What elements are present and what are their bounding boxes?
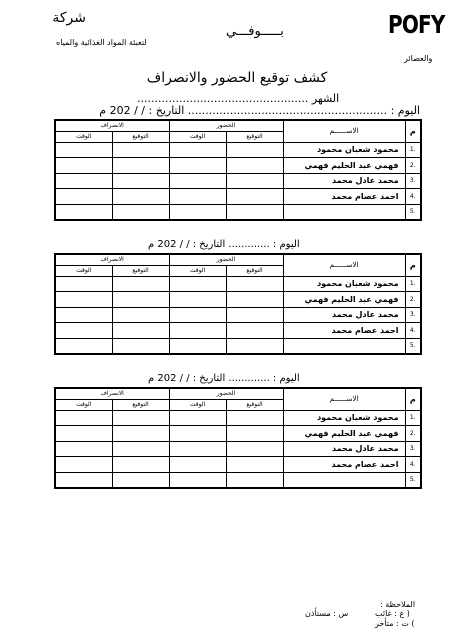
number-header: م xyxy=(405,254,421,276)
table-row xyxy=(55,441,421,457)
row-number: 5. xyxy=(405,472,421,488)
attendance-time-cell[interactable] xyxy=(169,410,226,426)
departure-time-cell[interactable] xyxy=(55,173,112,189)
attendance-time-cell[interactable] xyxy=(169,142,226,158)
month-line: الشهر ................................................. xyxy=(137,92,340,105)
attendance-signature-cell[interactable] xyxy=(226,338,283,354)
row-number: 5. xyxy=(405,204,421,220)
employee-name: احمد عصام محمد xyxy=(283,189,405,205)
attendance-time-cell[interactable] xyxy=(169,292,226,308)
table-row xyxy=(55,307,421,323)
attendance-time-cell[interactable] xyxy=(169,204,226,220)
name-header: الاســــــم xyxy=(283,388,405,410)
company-logo: POFY xyxy=(388,10,445,39)
row-number: 1. xyxy=(405,410,421,426)
row-number: 2. xyxy=(405,426,421,442)
table-row xyxy=(55,457,421,473)
departure-signature-cell[interactable] xyxy=(112,204,169,220)
departure-time-cell[interactable] xyxy=(55,426,112,442)
employee-name: فهمي عبد الحليم فهمي xyxy=(283,292,405,308)
signature-header: التوقيع xyxy=(226,265,283,276)
table-row xyxy=(55,338,421,354)
table-row xyxy=(55,189,421,205)
row-number: 4. xyxy=(405,189,421,205)
signature-header: التوقيع xyxy=(112,399,169,410)
attendance-signature-cell[interactable] xyxy=(226,142,283,158)
attendance-time-cell[interactable] xyxy=(169,457,226,473)
company-subtitle: لتعبئة المواد الغذائية والمياه xyxy=(56,38,147,47)
departure-time-cell[interactable] xyxy=(55,204,112,220)
document-title: كشف توقيع الحضور والانصراف xyxy=(146,70,328,86)
number-header: م xyxy=(405,120,421,142)
departure-signature-cell[interactable] xyxy=(112,441,169,457)
signature-header: التوقيع xyxy=(226,131,283,142)
attendance-time-cell[interactable] xyxy=(169,158,226,174)
departure-header: الانصراف xyxy=(55,254,169,265)
brand-extra: والعصائر xyxy=(404,54,433,63)
departure-signature-cell[interactable] xyxy=(112,189,169,205)
departure-signature-cell[interactable] xyxy=(112,307,169,323)
attendance-signature-cell[interactable] xyxy=(226,457,283,473)
number-header: م xyxy=(405,388,421,410)
attendance-signature-cell[interactable] xyxy=(226,472,283,488)
late-legend: ) ت : متأخر xyxy=(375,619,415,628)
table-row xyxy=(55,158,421,174)
time-header: الوقت xyxy=(55,265,112,276)
attendance-header: الحضور xyxy=(169,254,283,265)
time-header: الوقت xyxy=(55,131,112,142)
departure-signature-cell[interactable] xyxy=(112,410,169,426)
attendance-signature-cell[interactable] xyxy=(226,204,283,220)
table-row xyxy=(55,426,421,442)
attendance-time-cell[interactable] xyxy=(169,173,226,189)
row-number: 3. xyxy=(405,173,421,189)
departure-time-cell[interactable] xyxy=(55,410,112,426)
table-row xyxy=(55,204,421,220)
employee-name: فهمي عبد الحليم فهمي xyxy=(283,158,405,174)
departure-signature-cell[interactable] xyxy=(112,292,169,308)
departure-time-cell[interactable] xyxy=(55,472,112,488)
attendance-time-cell[interactable] xyxy=(169,441,226,457)
signature-header: التوقيع xyxy=(112,265,169,276)
company-label: شركة xyxy=(52,10,86,26)
attendance-signature-cell[interactable] xyxy=(226,410,283,426)
attendance-time-cell[interactable] xyxy=(169,323,226,339)
name-header: الاســــــم xyxy=(283,120,405,142)
row-number: 4. xyxy=(405,457,421,473)
attendance-signature-cell[interactable] xyxy=(226,173,283,189)
employee-name: محمد عادل محمد xyxy=(283,173,405,189)
departure-time-cell[interactable] xyxy=(55,457,112,473)
attendance-signature-cell[interactable] xyxy=(226,441,283,457)
departure-signature-cell[interactable] xyxy=(112,142,169,158)
name-header: الاســــــم xyxy=(283,254,405,276)
employee-name xyxy=(283,472,405,488)
departure-time-cell[interactable] xyxy=(55,323,112,339)
attendance-time-cell[interactable] xyxy=(169,472,226,488)
employee-name: محمود شعبان محمود xyxy=(283,410,405,426)
table-row xyxy=(55,292,421,308)
row-number: 5. xyxy=(405,338,421,354)
attendance-signature-cell[interactable] xyxy=(226,292,283,308)
day-date-line-3: اليوم : ............. التاريخ : / / 202 م xyxy=(148,373,300,384)
departure-signature-cell[interactable] xyxy=(112,173,169,189)
row-number: 2. xyxy=(405,158,421,174)
row-number: 1. xyxy=(405,142,421,158)
employee-name: محمد عادل محمد xyxy=(283,307,405,323)
time-header: الوقت xyxy=(169,399,226,410)
row-number: 4. xyxy=(405,323,421,339)
row-number: 3. xyxy=(405,307,421,323)
attendance-signature-cell[interactable] xyxy=(226,189,283,205)
employee-name: محمود شعبان محمود xyxy=(283,276,405,292)
departure-header: الانصراف xyxy=(55,120,169,131)
brand-name: بـــــوفـــي xyxy=(226,24,284,39)
day-date-line-2: اليوم : ............. التاريخ : / / 202 م xyxy=(148,239,300,250)
signature-header: التوقيع xyxy=(112,131,169,142)
departure-header: الانصراف xyxy=(55,388,169,399)
departure-time-cell[interactable] xyxy=(55,142,112,158)
table-row xyxy=(55,276,421,292)
table-row xyxy=(55,142,421,158)
attendance-table-2 xyxy=(54,253,422,355)
attendance-signature-cell[interactable] xyxy=(226,158,283,174)
attendance-time-cell[interactable] xyxy=(169,276,226,292)
time-header: الوقت xyxy=(55,399,112,410)
time-header: الوقت xyxy=(169,265,226,276)
signature-header: التوقيع xyxy=(226,399,283,410)
departure-signature-cell[interactable] xyxy=(112,457,169,473)
employee-name xyxy=(283,204,405,220)
absent-legend: ( غ : غائب xyxy=(375,609,410,618)
attendance-signature-cell[interactable] xyxy=(226,276,283,292)
departure-time-cell[interactable] xyxy=(55,189,112,205)
attendance-signature-cell[interactable] xyxy=(226,323,283,339)
attendance-time-cell[interactable] xyxy=(169,307,226,323)
row-number: 1. xyxy=(405,276,421,292)
employee-name: احمد عصام محمد xyxy=(283,457,405,473)
permit-legend: س : مستأذن xyxy=(305,609,349,618)
attendance-signature-cell[interactable] xyxy=(226,426,283,442)
departure-signature-cell[interactable] xyxy=(112,276,169,292)
departure-signature-cell[interactable] xyxy=(112,323,169,339)
day-date-line-1: اليوم : ......................................................... التاريخ : / / 202 م xyxy=(99,104,420,117)
departure-time-cell[interactable] xyxy=(55,338,112,354)
attendance-header: الحضور xyxy=(169,120,283,131)
departure-signature-cell[interactable] xyxy=(112,158,169,174)
attendance-table-1 xyxy=(54,119,422,221)
attendance-signature-cell[interactable] xyxy=(226,307,283,323)
departure-time-cell[interactable] xyxy=(55,292,112,308)
table-row xyxy=(55,323,421,339)
departure-time-cell[interactable] xyxy=(55,441,112,457)
departure-signature-cell[interactable] xyxy=(112,472,169,488)
departure-signature-cell[interactable] xyxy=(112,426,169,442)
row-number: 3. xyxy=(405,441,421,457)
departure-time-cell[interactable] xyxy=(55,307,112,323)
attendance-time-cell[interactable] xyxy=(169,189,226,205)
table-row xyxy=(55,410,421,426)
time-header: الوقت xyxy=(169,131,226,142)
attendance-time-cell[interactable] xyxy=(169,338,226,354)
notes-label: الملاحظة : xyxy=(380,600,416,609)
departure-signature-cell[interactable] xyxy=(112,338,169,354)
employee-name: فهمي عبد الحليم فهمي xyxy=(283,426,405,442)
employee-name: احمد عصام محمد xyxy=(283,323,405,339)
table-row xyxy=(55,173,421,189)
employee-name: محمد عادل محمد xyxy=(283,441,405,457)
employee-name: محمود شعبان محمود xyxy=(283,142,405,158)
departure-time-cell[interactable] xyxy=(55,158,112,174)
attendance-table-3 xyxy=(54,387,422,489)
attendance-header: الحضور xyxy=(169,388,283,399)
row-number: 2. xyxy=(405,292,421,308)
departure-time-cell[interactable] xyxy=(55,276,112,292)
employee-name xyxy=(283,338,405,354)
table-row xyxy=(55,472,421,488)
attendance-time-cell[interactable] xyxy=(169,426,226,442)
